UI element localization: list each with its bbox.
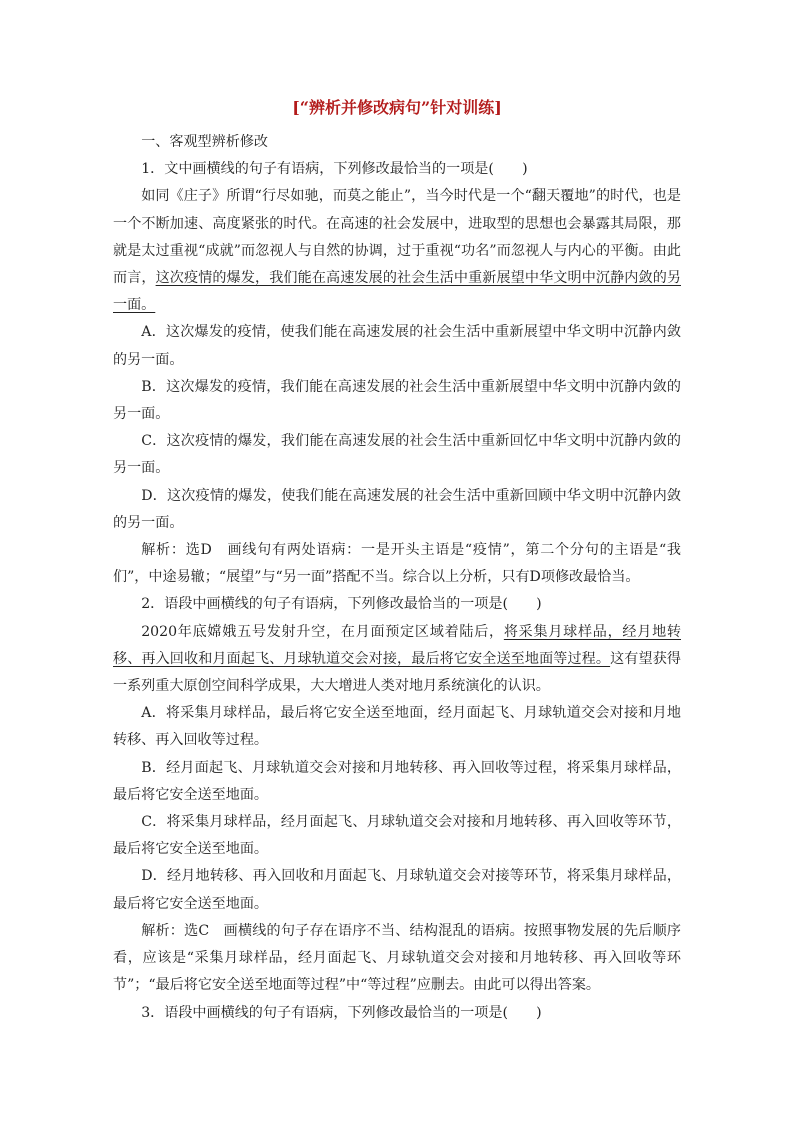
question-3-stem: 3．语段中画横线的句子有语病，下列修改最恰当的一项是( ) xyxy=(141,1004,542,1021)
question-2-option-a: A．将采集月球样品，最后将它安全送至地面，经月面起飞、月球轨道交会对接和月地转移、再入回收等过程。 xyxy=(113,705,681,749)
page-title: [“辨析并修改病句”针对训练] xyxy=(292,98,502,117)
question-2-analysis: 解析：选C 画横线的句子存在语序不当、结构混乱的语病。按照事物发展的先后顺序看，应该是“采集月球样品，经月面起飞、月球轨道交会对接和月地转移、再入回收等环节”；“最后将它安全送至地面等过程”中“等过程”应删去。由此可以得出答案。 xyxy=(113,922,681,994)
question-1-stem: 1．文中画横线的句子有语病，下列修改最恰当的一项是( ) xyxy=(141,161,528,178)
document-page xyxy=(113,95,681,1027)
question-2-stem: 2．语段中画横线的句子有语病，下列修改最恰当的一项是( ) xyxy=(141,596,542,613)
question-2-passage xyxy=(113,619,681,701)
question-1-option-b: B．这次爆发的疫情，我们能在高速发展的社会生活中重新展望中华文明中沉静内敛的另一面。 xyxy=(113,378,681,423)
underlined-sentence: 将采集月球样品，经月地转移、再入回收和月面起飞、月球轨道交会对接，最后将它安全送至地面等过程。 xyxy=(113,623,681,667)
question-1-passage xyxy=(113,183,681,319)
passage-text: 如同《庄子》所谓“行尽如驰，而莫之能止”，当今时代是一个“翻天覆地”的时代，也是一个不断加速、高度紧张的时代。在高速的社会发展中，进取型的思想也会暴露其局限，那就是太过重视“成就”而忽视人与自然的协调，过于重视“功名”而忽视人与内心的平衡。由此而言， xyxy=(113,188,681,287)
question-1-option-c: C．这次疫情的爆发，我们能在高速发展的社会生活中重新回忆中华文明中沉静内敛的另一面。 xyxy=(113,433,681,477)
underlined-sentence: 这次疫情的爆发，我们能在高速发展的社会生活中重新展望中华文明中沉静内敛的另一面。 xyxy=(113,270,681,314)
question-2-option-d: D．经月地转移、再入回收和月面起飞、月球轨道交会对接等环节，将采集月球样品，最后将它安全送至地面。 xyxy=(113,868,681,912)
question-1-option-a: A．这次爆发的疫情，使我们能在高速发展的社会生活中重新展望中华文明中沉静内敛的另一面。 xyxy=(113,324,681,368)
passage-text: 这有望获得一系列重大原创空间科学成果，大大增进人类对地月系统演化的认识。 xyxy=(113,650,681,695)
section-heading: 一、客观型辨析修改 xyxy=(141,134,269,150)
question-2-option-c: C．将采集月球样品，经月面起飞、月球轨道交会对接和月地转移、再入回收等环节，最后将它安全送至地面。 xyxy=(113,814,681,858)
passage-text: 2020年底嫦娥五号发射升空，在月面预定区域着陆后， xyxy=(141,623,504,640)
question-1-option-d: D．这次疫情的爆发，使我们能在高速发展的社会生活中重新回顾中华文明中沉静内敛的另一面。 xyxy=(113,487,681,531)
question-1-analysis: 解析：选D 画线句有两处语病：一是开头主语是“疫情”，第二个分句的主语是“我们”，中途易辙；“展望”与“另一面”搭配不当。综合以上分析，只有D项修改最恰当。 xyxy=(113,542,681,586)
question-2-option-b: B．经月面起飞、月球轨道交会对接和月地转移、再入回收等过程，将采集月球样品，最后将它安全送至地面。 xyxy=(113,759,681,803)
